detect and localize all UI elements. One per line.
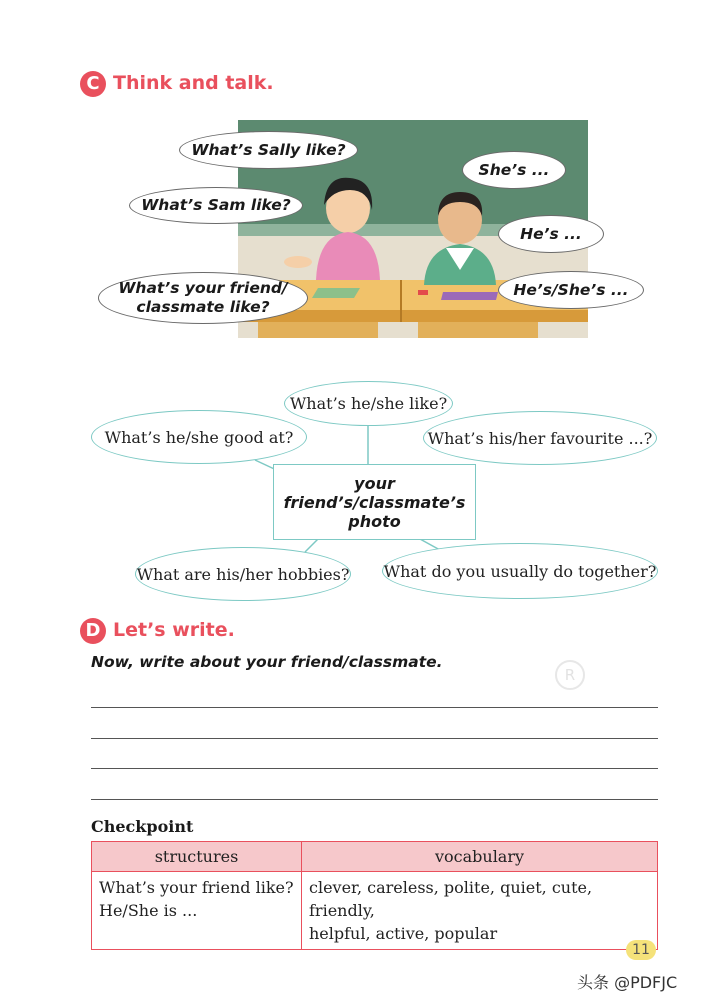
mindmap-question-like: What’s he/she like?: [284, 381, 453, 426]
speech-bubble-friend-line2: classmate like?: [136, 298, 270, 316]
section-c-badge: C: [80, 71, 106, 97]
section-c-title: Think and talk.: [113, 72, 274, 94]
photo-placeholder: [273, 464, 476, 540]
speech-bubble-friend-line1: What’s your friend/: [118, 279, 288, 297]
structures-line-2: He/She is ...: [99, 901, 198, 920]
checkpoint-header-structures: structures: [92, 842, 302, 872]
vocabulary-line-1: clever, careless, polite, quiet, cute, friendly,: [309, 878, 593, 920]
writing-line-4[interactable]: [91, 799, 658, 800]
section-d-badge: D: [80, 618, 106, 644]
photo-label-line2: friend’s/classmate’s: [283, 492, 466, 512]
structures-line-1: What’s your friend like?: [99, 878, 294, 897]
speech-bubble-hes: He’s ...: [498, 215, 604, 253]
speech-bubble-shes: She’s ...: [462, 151, 566, 189]
writing-line-2[interactable]: [91, 738, 658, 739]
writing-line-3[interactable]: [91, 768, 658, 769]
mindmap-question-hobbies: What are his/her hobbies?: [135, 547, 351, 601]
checkpoint-structures-cell: [92, 872, 302, 950]
speech-bubble-sam: What’s Sam like?: [129, 187, 303, 224]
speech-bubble-heshe: He’s/She’s ...: [498, 271, 644, 309]
photo-label-line3: photo: [348, 511, 401, 531]
watermark-text: 头条 @PDFJC: [577, 973, 678, 992]
writing-instruction: Now, write about your friend/classmate.: [91, 653, 443, 671]
mindmap-question-favourite: What’s his/her favourite ...?: [423, 411, 657, 465]
checkpoint-header-vocabulary: vocabulary: [302, 842, 658, 872]
speech-bubble-sally: What’s Sally like?: [179, 131, 358, 169]
section-d-title: Let’s write.: [113, 619, 235, 641]
checkpoint-vocabulary-cell: [302, 872, 658, 950]
page-number: 11: [626, 940, 656, 960]
writing-line-1[interactable]: [91, 707, 658, 708]
speech-bubble-friend: [98, 272, 308, 324]
photo-label-line1: your: [354, 473, 395, 493]
checkpoint-title: Checkpoint: [91, 817, 194, 836]
mindmap-question-together: What do you usually do together?: [382, 543, 658, 599]
checkpoint-row: [92, 872, 658, 950]
vocabulary-line-2: helpful, active, popular: [309, 924, 498, 943]
checkpoint-header-row: [92, 842, 658, 872]
checkpoint-table: [91, 841, 658, 950]
mindmap-question-good-at: What’s he/she good at?: [91, 410, 307, 464]
registered-mark-icon: R: [555, 660, 585, 690]
